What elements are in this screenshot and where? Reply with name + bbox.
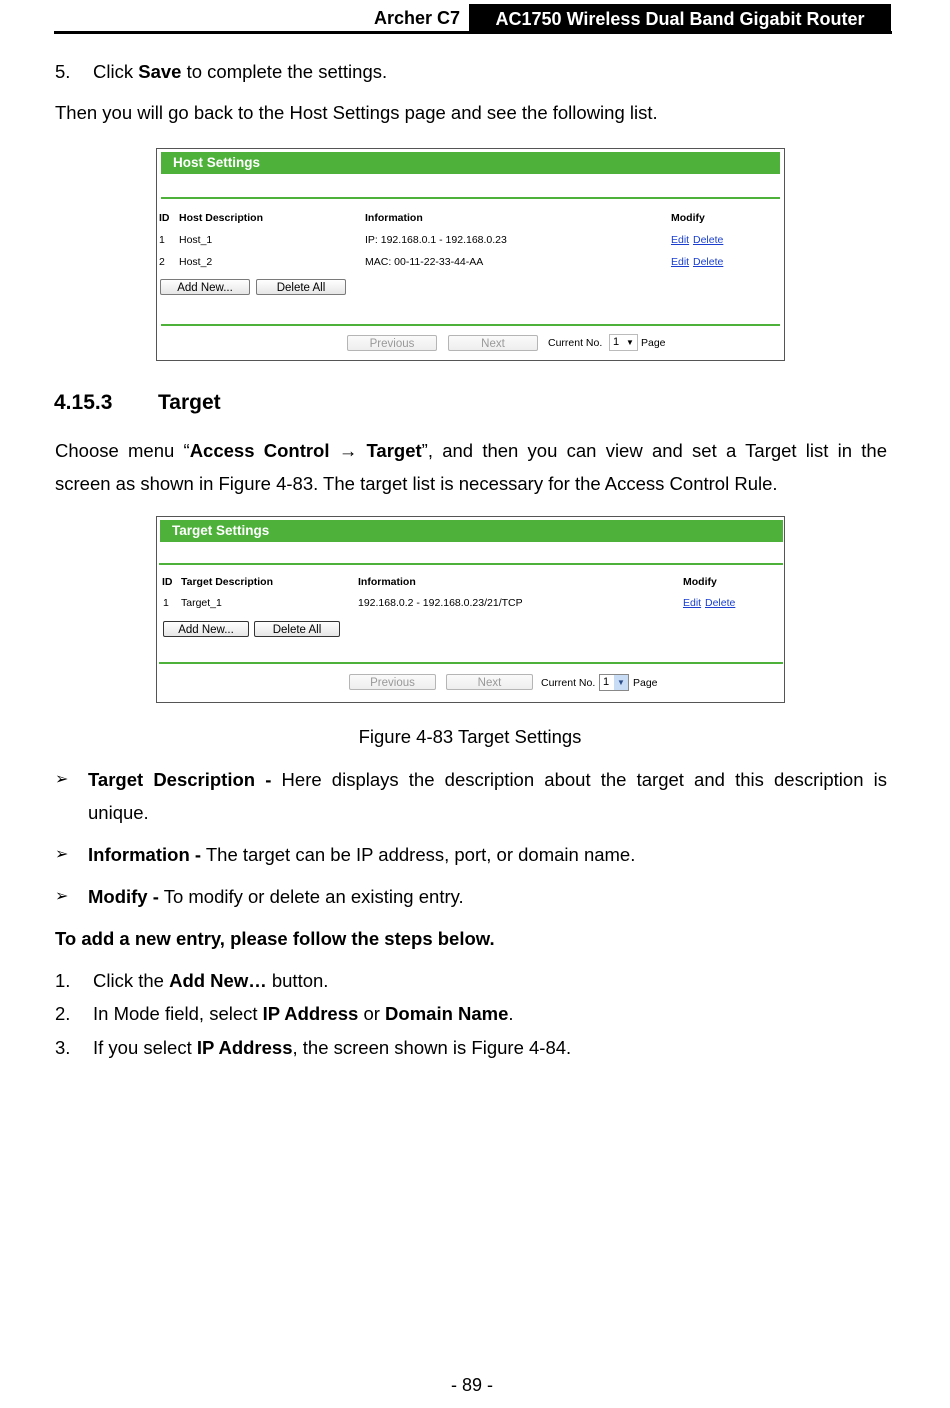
delete-link[interactable]: Delete <box>693 234 724 246</box>
next-button[interactable]: Next <box>448 335 538 351</box>
bullet-arrow-icon: ➢ <box>55 846 69 863</box>
bullet-information <box>0 843 950 867</box>
current-no-label: Current No. <box>541 677 596 689</box>
page-label: Page <box>633 677 658 689</box>
bullet-text: Modify - To modify or delete an existing entry. <box>88 886 464 907</box>
divider <box>159 563 783 565</box>
add-new-button[interactable]: Add New... <box>163 621 249 637</box>
host-settings-title: Host Settings <box>161 152 780 174</box>
divider <box>161 197 780 199</box>
step-text: Click the Add New… button. <box>93 970 329 991</box>
figure-caption: Figure 4-83 Target Settings <box>358 726 582 747</box>
header-product-title: AC1750 Wireless Dual Band Gigabit Router <box>469 4 891 33</box>
row-desc: Host_2 <box>179 256 213 268</box>
step-number: 3. <box>55 1037 71 1058</box>
divider <box>159 662 783 664</box>
bullet-target-description <box>0 768 950 828</box>
bullet-modify <box>0 885 950 909</box>
row-info: MAC: 00-11-22-33-44-AA <box>365 256 484 268</box>
page-select[interactable] <box>609 334 638 351</box>
target-settings-panel <box>156 516 785 703</box>
page-select-value: 1 <box>613 336 620 348</box>
row-info: 192.168.0.2 - 192.168.0.23/21/TCP <box>358 597 523 609</box>
step-number: 2. <box>55 1003 71 1024</box>
page-select-value: 1 <box>603 676 610 688</box>
step-text: Click Save to complete the settings. <box>93 61 388 82</box>
bullet-arrow-icon: ➢ <box>55 771 69 788</box>
row-desc: Host_1 <box>179 234 213 246</box>
col-information: Information <box>358 576 416 588</box>
section-paragraph-line1: Choose menu “Access Control → Target”, and then you can view and set a Target list in the <box>55 440 888 461</box>
row-id: 1 <box>159 234 165 246</box>
step-text: In Mode field, select IP Address or Domain Name. <box>93 1003 514 1024</box>
row-id: 1 <box>163 597 169 609</box>
delete-link[interactable]: Delete <box>705 597 736 609</box>
steps-heading: To add a new entry, please follow the steps below. <box>55 928 495 949</box>
section-number: 4.15.3 <box>54 391 113 414</box>
host-settings-panel <box>156 148 785 361</box>
divider <box>161 324 780 326</box>
col-modify: Modify <box>683 576 717 588</box>
col-modify: Modify <box>671 212 705 224</box>
current-no-label: Current No. <box>548 337 603 349</box>
step-number: 5. <box>55 61 71 82</box>
previous-button[interactable]: Previous <box>347 335 437 351</box>
col-target-description: Target Description <box>181 576 273 588</box>
intro-line: Then you will go back to the Host Settings page and see the following list. <box>55 102 658 123</box>
delete-link[interactable]: Delete <box>693 256 724 268</box>
section-paragraph-line2: screen as shown in Figure 4-83. The target list is necessary for the Access Control Rule. <box>55 473 778 494</box>
row-info: IP: 192.168.0.1 - 192.168.0.23 <box>365 234 507 246</box>
next-button[interactable]: Next <box>446 674 533 690</box>
edit-link[interactable]: Edit <box>671 234 690 246</box>
step-1 <box>0 969 950 993</box>
bullet-text: Information - The target can be IP address, port, or domain name. <box>88 844 636 865</box>
row-id: 2 <box>159 256 165 268</box>
step-5 <box>0 60 950 84</box>
delete-all-button[interactable]: Delete All <box>256 279 346 295</box>
target-settings-title: Target Settings <box>160 520 783 542</box>
row-desc: Target_1 <box>181 597 222 609</box>
step-2 <box>0 1002 950 1026</box>
col-id: ID <box>159 212 170 224</box>
previous-button[interactable]: Previous <box>349 674 436 690</box>
step-3 <box>0 1036 950 1060</box>
bullet-arrow-icon: ➢ <box>55 888 69 905</box>
chevron-down-icon: ▼ <box>614 675 628 690</box>
page-label: Page <box>641 337 666 349</box>
section-title: Target <box>158 391 221 414</box>
bullet-text-continued: unique. <box>88 802 149 823</box>
col-id: ID <box>162 576 173 588</box>
arrow-icon: → <box>338 440 358 461</box>
edit-link[interactable]: Edit <box>671 256 690 268</box>
delete-all-button[interactable]: Delete All <box>254 621 340 637</box>
step-number: 1. <box>55 970 71 991</box>
step-text: If you select IP Address, the screen shown is Figure 4-84. <box>93 1037 572 1058</box>
col-host-description: Host Description <box>179 212 264 224</box>
chevron-down-icon: ▼ <box>626 338 634 347</box>
page-number: - 89 - <box>450 1375 493 1395</box>
add-new-button[interactable]: Add New... <box>160 279 250 295</box>
bullet-text: Target Description - Here displays the description about the target and this description is <box>88 769 887 790</box>
col-information: Information <box>365 212 423 224</box>
header-rule <box>54 31 892 34</box>
page-select[interactable] <box>599 674 629 691</box>
header-model: Archer C7 <box>373 8 460 28</box>
edit-link[interactable]: Edit <box>683 597 702 609</box>
